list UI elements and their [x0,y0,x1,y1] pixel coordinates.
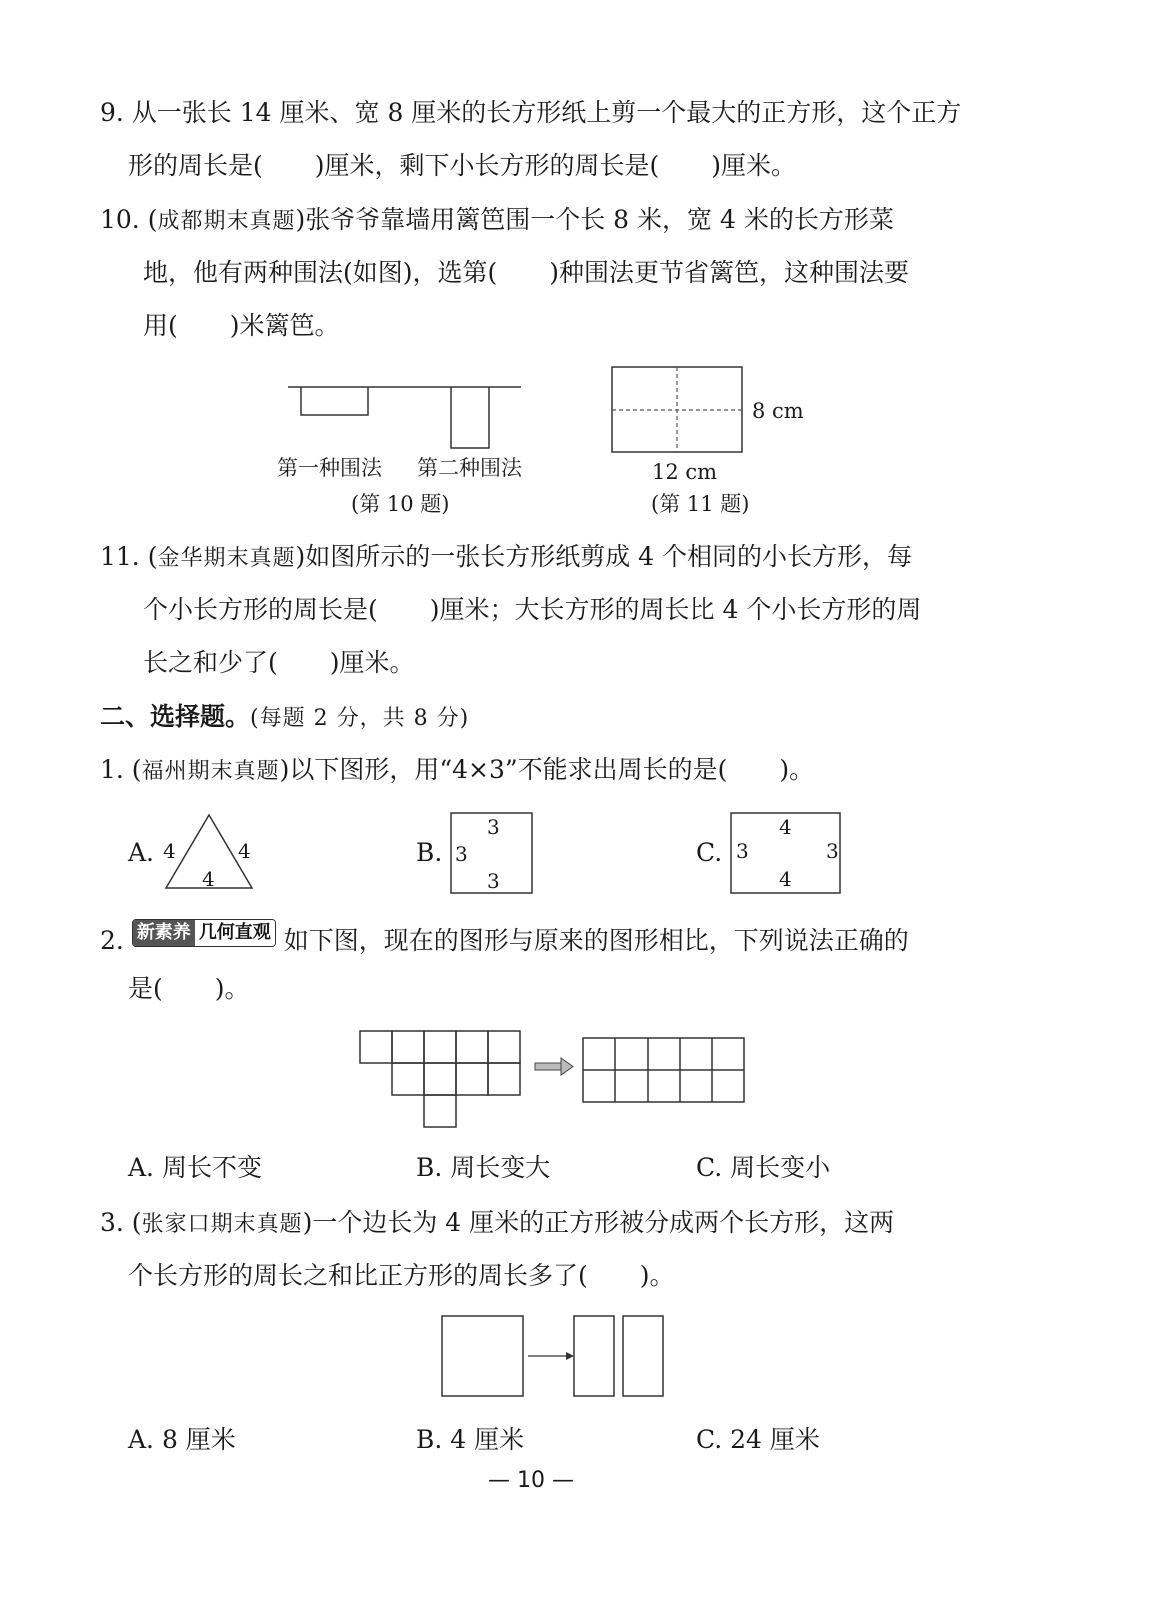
rect-right-label: 3 [826,839,839,863]
q10-line1: 10. (成都期末真题)张爷爷靠墙用篱笆围一个长 8 米，宽 4 米的长方形菜 [100,205,894,234]
square-shape [442,1316,523,1396]
page-number: — 10 — [488,1468,574,1493]
q11-line3: 长之和少了( )厘米。 [143,648,415,677]
c1-option-b-label: B. [416,838,443,867]
q10-line3: 用( )米篱笆。 [143,311,340,340]
q11-line2: 个小长方形的周长是( )厘米；大长方形的周长比 4 个小长方形的周 [143,595,922,624]
c3-line2: 个长方形的周长之和比正方形的周长多了( )。 [128,1261,675,1290]
c2-option-b: B. 周长变大 [416,1153,551,1182]
rectangle-right [623,1316,663,1396]
sq-bottom-label: 3 [487,869,500,893]
q10-fig-caption: (第 10 题) [351,492,450,516]
q11-width-label: 12 cm [652,460,718,484]
c3-line1: 3. (张家口期末真题)一个边长为 4 厘米的正方形被分成两个长方形，这两 [100,1208,895,1237]
new-literacy-badge: 新素养 几何直观 [132,919,276,947]
sq-left-label: 3 [455,842,468,866]
sq-top-label: 3 [487,815,500,839]
rect-left-label: 3 [736,839,749,863]
q11-height-label: 8 cm [752,399,804,423]
q11-line1: 11. (金华期末真题)如图所示的一张长方形纸剪成 4 个相同的小长方形，每 [100,542,913,571]
rect-top-label: 4 [779,815,792,839]
c1-option-a-label: A. [128,838,155,867]
rect-bottom-label: 4 [779,867,792,891]
section2-heading: 二、选择题。(每题 2 分，共 8 分) [100,702,470,731]
c2-line1: 2. 新素养 几何直观 如下图，现在的图形与原来的图形相比，下列说法正确的 [100,919,909,958]
q9-line2: 形的周长是( )厘米，剩下小长方形的周长是( )厘米。 [128,151,797,180]
q10-fig-label2: 第二种围法 [417,456,522,480]
tri-right-label: 4 [238,839,251,863]
q9-line1: 9. 从一张长 14 厘米、宽 8 厘米的长方形纸上剪一个最大的正方形，这个正方 [100,98,962,127]
rectangle-left [574,1316,614,1396]
q10-line2: 地，他有两种围法(如图)，选第( )种围法更节省篱笆，这种围法要 [143,258,910,287]
c3-option-c: C. 24 厘米 [696,1425,820,1454]
c1-option-c-label: C. [696,838,723,867]
tri-bottom-label: 4 [202,867,215,891]
q10-fig-label1: 第一种围法 [277,456,382,480]
tri-left-label: 4 [163,839,176,863]
c3-option-b: B. 4 厘米 [416,1425,525,1454]
c2-option-a: A. 周长不变 [128,1153,262,1182]
c2-line2: 是( )。 [128,974,250,1003]
c3-option-a: A. 8 厘米 [128,1425,236,1454]
q11-fig-caption: (第 11 题) [651,492,750,516]
c2-option-c: C. 周长变小 [696,1153,831,1182]
c1-line1: 1. (福州期末真题)以下图形，用“4×3”不能求出周长的是( )。 [100,755,815,784]
